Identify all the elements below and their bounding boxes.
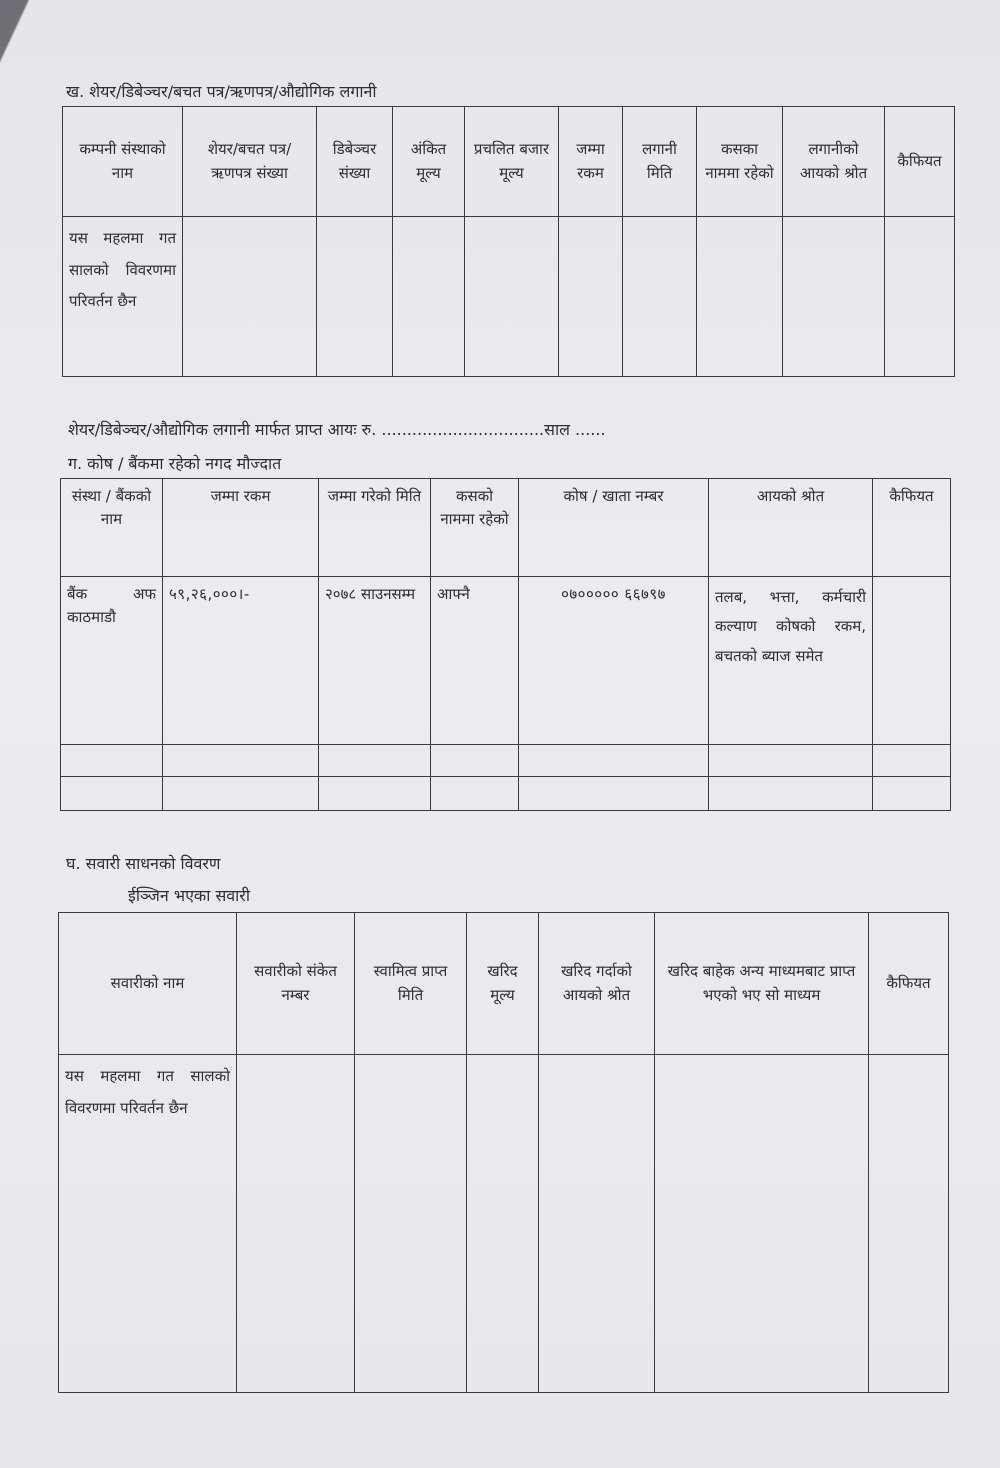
investment-income-line: शेयर/डिबेञ्चर/औद्योगिक लगानी मार्फत प्राप्त आयः रु. ................................साल ......: [68, 420, 606, 439]
col-account-number: कोष / खाता नम्बर: [519, 479, 709, 577]
table-cell: [465, 217, 559, 377]
table-cell: [183, 217, 317, 377]
table-cell: [163, 745, 319, 777]
income-source-value: तलब, भत्ता, कर्मचारी कल्याण कोषको रकम, बचतको ब्याज समेत: [709, 577, 873, 745]
table-cell: [237, 1055, 355, 1393]
section-gha-title: घ. सवारी साधनको विवरण: [66, 854, 221, 873]
col-investment-date: लगानी मिति: [623, 107, 697, 217]
col-remarks: कैफियत: [869, 913, 949, 1055]
table-cell: [393, 217, 465, 377]
table-cell: [559, 217, 623, 377]
col-face-value: अंकित मूल्य: [393, 107, 465, 217]
table-cell: [885, 217, 955, 377]
col-bank-name: संस्था / बैंकको नाम: [61, 479, 163, 577]
col-vehicle-number: सवारीको संकेत नम्बर: [237, 913, 355, 1055]
table-cell: [697, 217, 783, 377]
deposit-date-value: २०७८ साउनसम्म: [319, 577, 431, 745]
col-share-count: शेयर/बचत पत्र/ऋणपत्र संख्या: [183, 107, 317, 217]
share-investment-table: [62, 106, 955, 377]
table-cell: [431, 777, 519, 811]
amount-value: ५९,२६,०००।-: [163, 577, 319, 745]
col-vehicle-name: सवारीको नाम: [59, 913, 237, 1055]
col-debenture-count: डिबेञ्चर संख्या: [317, 107, 393, 217]
table-cell: [317, 217, 393, 377]
section-gha-subtitle: ईञ्जिन भएका सवारी: [128, 886, 250, 905]
table-cell: [431, 745, 519, 777]
remarks-value: [873, 577, 951, 745]
table-cell: [873, 745, 951, 777]
table-cell: [61, 745, 163, 777]
table-cell: [319, 777, 431, 811]
col-company-name: कम्पनी संस्थाको नाम: [63, 107, 183, 217]
vehicle-table: [58, 912, 949, 1393]
col-purchase-source: खरिद गर्दाको आयको श्रोत: [539, 913, 655, 1055]
table-cell: [519, 777, 709, 811]
col-ownership-date: स्वामित्व प्राप्त मिति: [355, 913, 467, 1055]
col-amount: जम्मा रकम: [163, 479, 319, 577]
no-change-note: यस महलमा गत सालको विवरणमा परिवर्तन छैन: [63, 217, 183, 377]
col-income-source: लगानीको आयको श्रोत: [783, 107, 885, 217]
col-market-value: प्रचलित बजार मूल्य: [465, 107, 559, 217]
col-owner-name: कसका नाममा रहेको: [697, 107, 783, 217]
table-cell: [467, 1055, 539, 1393]
col-total-amount: जम्मा रकम: [559, 107, 623, 217]
col-source: आयको श्रोत: [709, 479, 873, 577]
table-cell: [355, 1055, 467, 1393]
col-owner: कसको नाममा रहेको: [431, 479, 519, 577]
col-other-means: खरिद बाहेक अन्य माध्यमबाट प्राप्त भएको भए सो माध्यम: [655, 913, 869, 1055]
table-cell: [709, 777, 873, 811]
table-cell: [623, 217, 697, 377]
page-fold-shadow: [0, 0, 60, 140]
account-number-value: ०७००००० ६६७९७: [519, 577, 709, 745]
table-cell: [655, 1055, 869, 1393]
section-kha-title: ख. शेयर/डिबेञ्चर/बचत पत्र/ऋणपत्र/औद्योगिक लगानी: [66, 82, 377, 101]
table-cell: [539, 1055, 655, 1393]
table-cell: [869, 1055, 949, 1393]
table-cell: [163, 777, 319, 811]
col-remarks: कैफियत: [885, 107, 955, 217]
bank-name-value: बैंक अफ काठमाडौ: [61, 577, 163, 745]
col-deposit-date: जम्मा गरेको मिति: [319, 479, 431, 577]
owner-value: आफ्नै: [431, 577, 519, 745]
table-cell: [61, 777, 163, 811]
col-purchase-price: खरिद मूल्य: [467, 913, 539, 1055]
table-cell: [873, 777, 951, 811]
col-remarks: कैफियत: [873, 479, 951, 577]
table-cell: [709, 745, 873, 777]
bank-balance-table: [60, 478, 951, 811]
no-change-note: यस महलमा गत सालको विवरणमा परिवर्तन छैन: [59, 1055, 237, 1393]
table-cell: [519, 745, 709, 777]
table-cell: [783, 217, 885, 377]
section-ga-title: ग. कोष / बैंकमा रहेको नगद मौज्दात: [68, 454, 282, 473]
table-cell: [319, 745, 431, 777]
